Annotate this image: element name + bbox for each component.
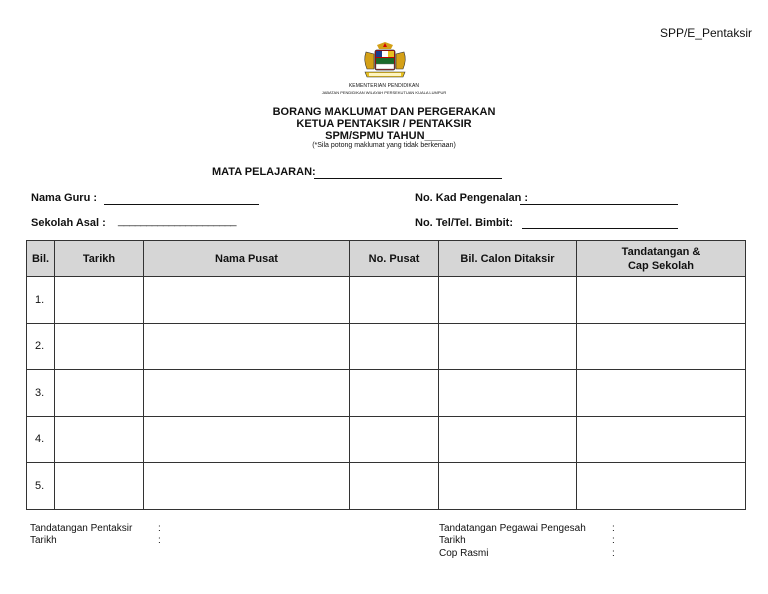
- officer-signature-label: Tandatangan Pegawai Pengesah: [439, 523, 586, 534]
- row-number: 3.: [27, 370, 55, 417]
- table-row: [27, 323, 746, 370]
- signature-cell[interactable]: [577, 463, 746, 510]
- colon: :: [612, 548, 615, 559]
- ministry-name: KEMENTERIAN PENDIDIKAN: [348, 83, 420, 89]
- teacher-name-field[interactable]: [104, 204, 259, 205]
- date-cell[interactable]: [55, 370, 144, 417]
- subject-label: MATA PELAJARAN:: [212, 166, 316, 178]
- phone-label: No. Tel/Tel. Bimbit:: [415, 217, 513, 229]
- header-signature: [577, 241, 746, 277]
- colon: :: [158, 523, 161, 534]
- signature-cell[interactable]: [577, 416, 746, 463]
- candidates-cell[interactable]: [439, 323, 577, 370]
- signature-cell[interactable]: [577, 323, 746, 370]
- centre-no-cell[interactable]: [350, 463, 439, 510]
- date-cell[interactable]: [55, 416, 144, 463]
- date-cell[interactable]: [55, 277, 144, 324]
- centre-name-cell[interactable]: [144, 323, 350, 370]
- candidates-cell[interactable]: [439, 370, 577, 417]
- centre-name-cell[interactable]: [144, 463, 350, 510]
- colon: :: [158, 535, 161, 546]
- table-header-row: [27, 241, 746, 277]
- centre-name-cell[interactable]: [144, 277, 350, 324]
- official-stamp-label: Cop Rasmi: [439, 548, 489, 559]
- assessor-date-label: Tarikh: [30, 535, 57, 546]
- form-title-line3: SPM/SPMU TAHUN___: [325, 130, 443, 142]
- teacher-name-label: Nama Guru :: [31, 192, 98, 204]
- subject-field[interactable]: [314, 178, 502, 179]
- table-row: [27, 463, 746, 510]
- department-name: JABATAN PENDIDIKAN WILAYAH PERSEKUTUAN KUALA LUMPUR: [321, 90, 447, 95]
- header-centre-name: Nama Pusat: [144, 241, 350, 277]
- centre-name-cell[interactable]: [144, 370, 350, 417]
- date-cell[interactable]: [55, 323, 144, 370]
- signature-cell[interactable]: [577, 277, 746, 324]
- centre-no-cell[interactable]: [350, 370, 439, 417]
- colon: :: [612, 523, 615, 534]
- form-title-line2: KETUA PENTAKSIR / PENTAKSIR: [296, 118, 472, 130]
- date-cell[interactable]: [55, 463, 144, 510]
- officer-date-label: Tarikh: [439, 535, 466, 546]
- header-bil: Bil.: [27, 241, 55, 277]
- table-row: [27, 277, 746, 324]
- table-row: [27, 370, 746, 417]
- centre-no-cell[interactable]: [350, 277, 439, 324]
- school-field[interactable]: _____________________: [118, 215, 236, 227]
- ic-number-field[interactable]: [520, 204, 678, 205]
- header-signature-line1: Tandatangan &: [621, 245, 701, 258]
- table-row: [27, 416, 746, 463]
- assessor-signature-label: Tandatangan Pentaksir: [30, 523, 133, 534]
- form-title-line1: BORANG MAKLUMAT DAN PERGERAKAN: [272, 106, 496, 118]
- header-centre-no: No. Pusat: [350, 241, 439, 277]
- colon: :: [612, 535, 615, 546]
- coat-of-arms-icon: [361, 42, 409, 82]
- candidates-cell[interactable]: [439, 416, 577, 463]
- row-number: 4.: [27, 416, 55, 463]
- form-note: (*Sila potong maklumat yang tidak berkenaan): [312, 142, 456, 149]
- assessment-table: [26, 240, 746, 510]
- school-label: Sekolah Asal :: [31, 217, 106, 229]
- row-number: 5.: [27, 463, 55, 510]
- row-number: 1.: [27, 277, 55, 324]
- centre-name-cell[interactable]: [144, 416, 350, 463]
- row-number: 2.: [27, 323, 55, 370]
- centre-no-cell[interactable]: [350, 323, 439, 370]
- header-signature-line2: Cap Sekolah: [627, 259, 695, 272]
- ic-number-label: No. Kad Pengenalan :: [415, 192, 529, 204]
- centre-no-cell[interactable]: [350, 416, 439, 463]
- header-date: Tarikh: [55, 241, 144, 277]
- header-candidates: Bil. Calon Ditaksir: [439, 241, 577, 277]
- candidates-cell[interactable]: [439, 463, 577, 510]
- phone-field[interactable]: [522, 228, 678, 229]
- document-code: SPP/E_Pentaksir: [659, 26, 752, 40]
- signature-cell[interactable]: [577, 370, 746, 417]
- candidates-cell[interactable]: [439, 277, 577, 324]
